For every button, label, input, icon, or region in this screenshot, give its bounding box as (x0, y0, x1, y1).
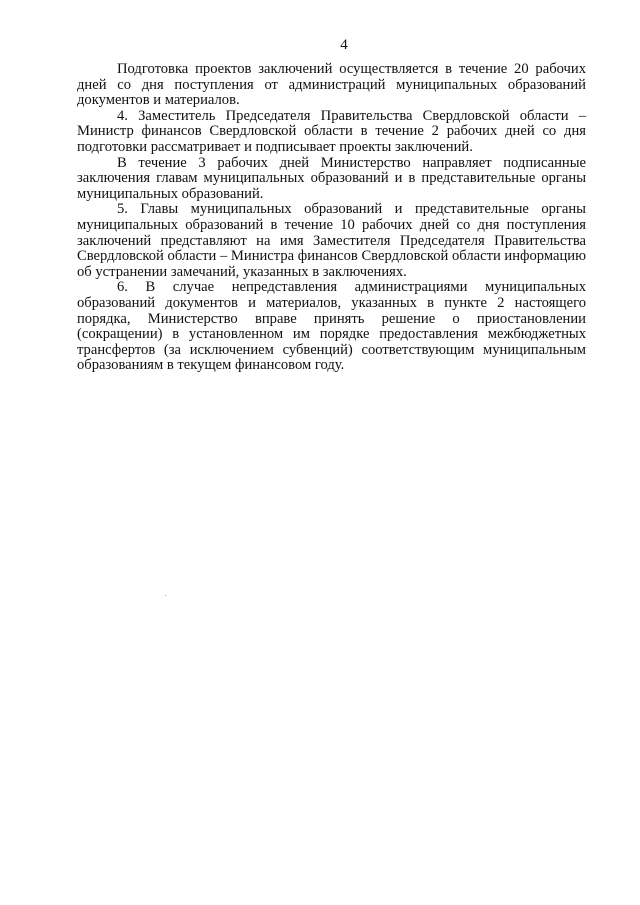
page-number: 4 (340, 37, 348, 53)
paragraph-preparation-term: Подготовка проектов заключений осуществляется в течение 20 рабочих дней со дня поступления от администраций муниципальных образований документов и материалов. (77, 61, 586, 109)
paragraph-item-6: 6. В случае непредставления администрациями муниципальных образований документов и материалов, указанных в пункте 2 настоящего порядка, Министерство вправе принять решение о приостановлении (сокращении) в установленном им порядке предоставления межбюджетных трансфертов (за исключением субвенций) соответствующим муниципальным образованиям в текущем финансовом году. (77, 279, 586, 374)
paragraph-item-5: 5. Главы муниципальных образований и представительные органы муниципальных образований в течение 10 рабочих дней со дня поступления заключений представляют на имя Заместителя Председателя Правительства Свердловской области – Министра финансов Свердловской области информацию об устранении замечаний, указанных в заключениях. (77, 201, 586, 280)
paragraph-sending-conclusions: В течение 3 рабочих дней Министерство направляет подписанные заключения главам муниципальных образований и в представительные органы муниципальных образований. (77, 154, 586, 202)
paragraph-item-4: 4. Заместитель Председателя Правительства Свердловской области – Министр финансов Свердловской области в течение 2 рабочих дней со дня подготовки рассматривает и подписывает проекты заключений. (77, 107, 586, 155)
scan-artifact-dot (165, 595, 166, 596)
document-body (77, 62, 586, 374)
